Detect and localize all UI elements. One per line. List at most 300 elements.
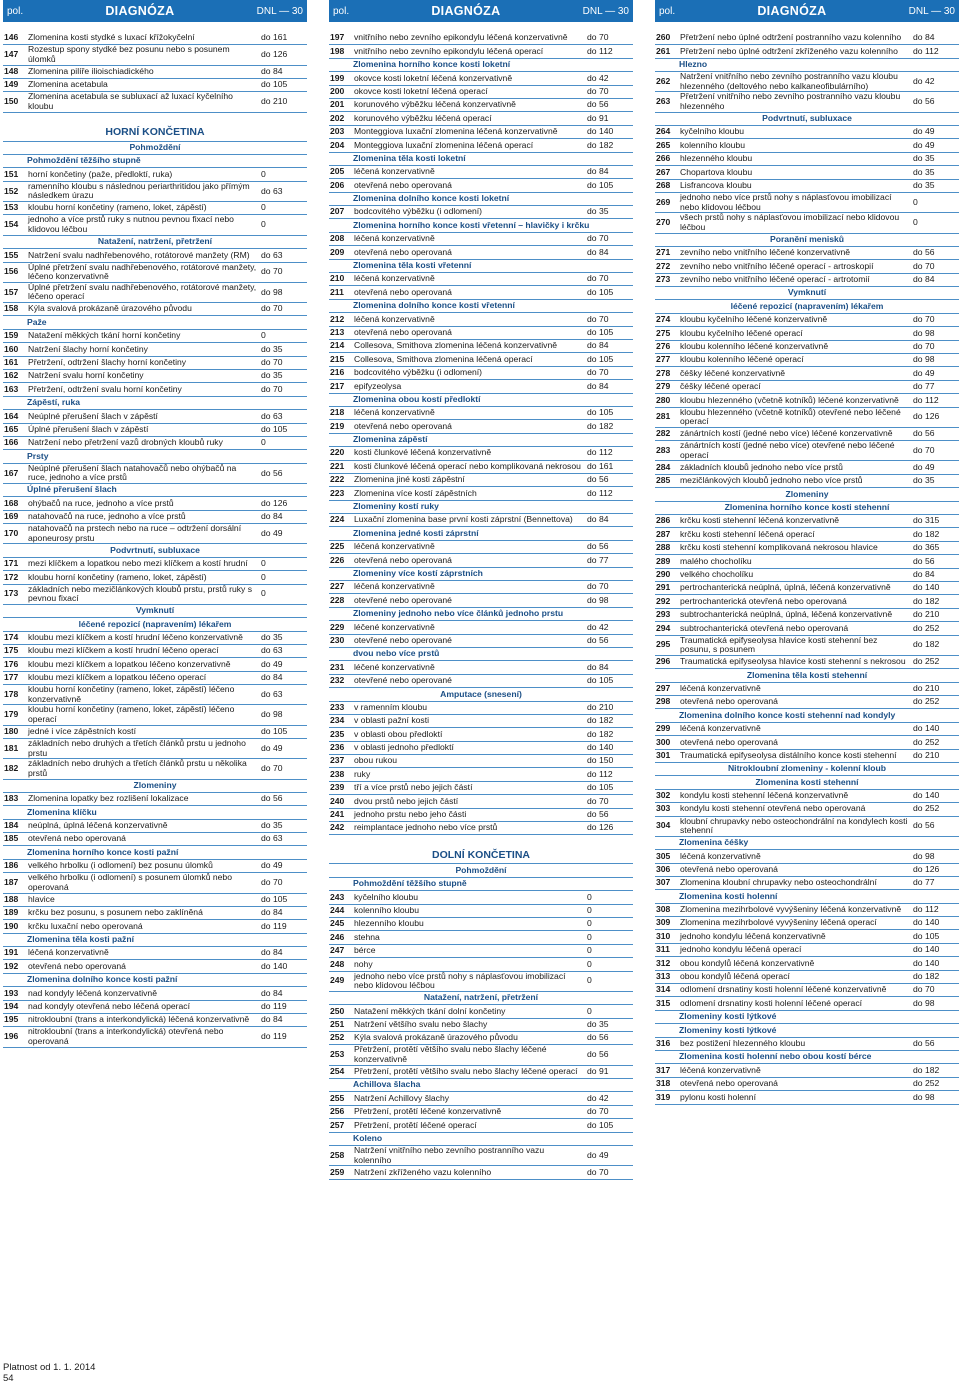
description-cell: Neúplné přerušení šlach v zápěstí (26, 410, 259, 423)
table-row (329, 406, 633, 419)
days-cell: do 105 (585, 326, 633, 339)
code-cell: 165 (3, 423, 26, 436)
code-cell: 233 (329, 701, 352, 714)
days-cell: 0 (585, 971, 633, 991)
group-heading-text: Zlomenina těla kosti loketní (329, 152, 633, 165)
group-heading (655, 836, 959, 849)
group-heading (329, 192, 633, 205)
table-row (3, 463, 307, 483)
description-cell: ohýbačů na ruce, jednoho a více prstů (26, 497, 259, 510)
days-cell: do 70 (911, 441, 959, 461)
table-row (329, 45, 633, 58)
code-cell: 264 (655, 126, 678, 139)
code-cell: 277 (655, 354, 678, 367)
days-cell: do 63 (259, 249, 307, 262)
code-cell: 290 (655, 568, 678, 581)
code-cell: 292 (655, 595, 678, 608)
diagnosis-table (655, 32, 959, 1105)
group-heading-text: Zlomenina dolního konce kosti loketní (329, 192, 633, 205)
group-heading (329, 647, 633, 660)
table-row (329, 891, 633, 904)
days-cell: do 105 (259, 79, 307, 92)
code-cell: 250 (329, 1005, 352, 1018)
table-row (329, 32, 633, 45)
table-row (655, 327, 959, 340)
description-cell: léčená konzervativně (678, 722, 911, 735)
days-cell: do 161 (585, 460, 633, 473)
table-row (329, 339, 633, 352)
code-cell: 201 (329, 98, 352, 111)
code-cell: 166 (3, 436, 26, 449)
table-row (329, 353, 633, 366)
code-cell: 218 (329, 406, 352, 419)
description-cell: léčená konzervativně (678, 850, 911, 863)
table-row (329, 246, 633, 259)
description-cell: neúplná, úplná léčená konzervativně (26, 819, 259, 832)
description-cell: odlomení drsnatiny kosti holenní léčené operací (678, 997, 911, 1010)
code-cell: 222 (329, 473, 352, 486)
description-cell: kloubu kyčelního léčené operací (678, 327, 911, 340)
code-cell: 303 (655, 803, 678, 816)
table-row (655, 340, 959, 353)
description-cell: krčku kosti stehenní léčená konzervativně (678, 515, 911, 528)
days-cell: do 84 (259, 510, 307, 523)
group-heading (655, 890, 959, 903)
code-cell: 151 (3, 168, 26, 181)
code-cell: 174 (3, 631, 26, 644)
code-cell: 227 (329, 581, 352, 594)
code-cell: 304 (655, 816, 678, 836)
table-row (3, 497, 307, 510)
days-cell: 0 (259, 202, 307, 215)
days-cell: do 84 (585, 339, 633, 352)
validity-note: Platnost od 1. 1. 2014 (3, 1362, 96, 1373)
table-row (655, 427, 959, 440)
days-cell: do 35 (259, 819, 307, 832)
subsection-heading (655, 488, 959, 501)
code-cell: 306 (655, 863, 678, 876)
description-cell: stehna (352, 931, 585, 944)
description-cell: kloubu mezi klíčkem a lopatkou léčeno operací (26, 671, 259, 684)
description-cell: jednoho nebo více prstů nohy s náplasťovou imobilizací nebo klidovou léčbou (678, 193, 911, 213)
header-dnl: DNL — 30 (256, 5, 303, 17)
days-cell: 0 (259, 168, 307, 181)
table-row (329, 581, 633, 594)
code-cell: 175 (3, 644, 26, 657)
group-heading-text: Zápěstí, ruka (3, 396, 307, 409)
group-heading-text: Pohmoždění těžšího stupně (3, 155, 307, 168)
days-cell: do 56 (911, 816, 959, 836)
description-cell: otevřená nebo operovaná (678, 1077, 911, 1090)
code-cell: 220 (329, 447, 352, 460)
table-row (329, 674, 633, 687)
table-row (655, 876, 959, 889)
table-row (3, 873, 307, 893)
days-cell: do 49 (911, 139, 959, 152)
days-cell: do 91 (585, 1065, 633, 1078)
table-row (3, 947, 307, 960)
code-cell: 245 (329, 918, 352, 931)
code-cell: 242 (329, 822, 352, 835)
days-cell: do 56 (585, 473, 633, 486)
diagnosis-table (329, 32, 633, 1180)
header-title: DIAGNÓZA (105, 4, 175, 18)
description-cell: Natržení Achillovy šlachy (352, 1092, 585, 1105)
days-cell: do 70 (911, 313, 959, 326)
description-cell: Kýla svalová prokázaně úrazového původu (352, 1031, 585, 1044)
table-row (329, 1065, 633, 1078)
code-cell: 257 (329, 1119, 352, 1132)
code-cell: 185 (3, 833, 26, 846)
code-cell: 274 (655, 313, 678, 326)
code-cell: 287 (655, 528, 678, 541)
code-cell: 316 (655, 1037, 678, 1050)
days-cell: do 63 (259, 833, 307, 846)
table-row (3, 45, 307, 65)
description-cell: vnitřního nebo zevního epikondylu léčená konzervativně (352, 32, 585, 45)
days-cell: do 49 (259, 739, 307, 759)
code-cell: 289 (655, 555, 678, 568)
table-row (655, 555, 959, 568)
code-cell: 305 (655, 850, 678, 863)
description-cell: pertrochanterická neúplná, úplná, léčená konzervativně (678, 582, 911, 595)
code-cell: 211 (329, 286, 352, 299)
code-cell: 314 (655, 984, 678, 997)
table-row (655, 32, 959, 45)
days-cell: 0 (259, 584, 307, 604)
table-row (655, 984, 959, 997)
days-cell: do 70 (259, 262, 307, 282)
subsection-heading (3, 618, 307, 631)
description-cell: Zlomenina jiné kosti zápěstní (352, 473, 585, 486)
days-cell: do 182 (911, 528, 959, 541)
code-cell: 286 (655, 515, 678, 528)
description-cell: léčená konzervativně (352, 273, 585, 286)
table-row (655, 541, 959, 554)
code-cell: 209 (329, 246, 352, 259)
group-heading (329, 259, 633, 272)
code-cell: 224 (329, 514, 352, 527)
code-cell: 276 (655, 340, 678, 353)
table-row (655, 126, 959, 139)
heading-text: Zlomeniny (3, 779, 307, 792)
group-heading (655, 58, 959, 71)
description-cell: Přetržení, odtržení svalu horní končetiny (26, 383, 259, 396)
code-cell: 315 (655, 997, 678, 1010)
days-cell: 0 (911, 213, 959, 233)
code-cell: 237 (329, 755, 352, 768)
section-heading (3, 112, 307, 141)
description-cell: Monteggiova luxační zlomenina léčená konzervativně (352, 125, 585, 138)
days-cell: do 105 (259, 893, 307, 906)
code-cell: 169 (3, 510, 26, 523)
table-row (329, 714, 633, 727)
description-cell: Přetržení nebo úplné odtržení postranního vazu kolenního (678, 32, 911, 45)
days-cell: do 98 (911, 1091, 959, 1104)
table-row (329, 661, 633, 674)
code-cell: 266 (655, 152, 678, 165)
table-row (655, 863, 959, 876)
description-cell: hlezenného kloubu (678, 152, 911, 165)
description-cell: vnitřního nebo zevního epikondylu léčená operací (352, 45, 585, 58)
code-cell: 152 (3, 181, 26, 201)
group-heading (329, 433, 633, 446)
subsection-heading (655, 501, 959, 514)
description-cell: ruky (352, 768, 585, 781)
table-row (655, 622, 959, 635)
table-row (3, 658, 307, 671)
page-number: 54 (3, 1373, 14, 1385)
days-cell: do 140 (911, 789, 959, 802)
heading-text: Vymknutí (655, 287, 959, 300)
days-cell: do 70 (585, 32, 633, 45)
code-cell: 216 (329, 366, 352, 379)
table-row (3, 893, 307, 906)
description-cell: kloubní chrupavky nebo osteochondrální na kondylech kosti stehenní (678, 816, 911, 836)
group-heading (329, 500, 633, 513)
description-cell: Natržení svalu horní končetiny (26, 369, 259, 382)
group-heading (329, 527, 633, 540)
days-cell: do 35 (911, 474, 959, 487)
description-cell: zevního nebo vnitřního léčené operací - artroskopií (678, 260, 911, 273)
table-row (3, 705, 307, 725)
code-cell: 249 (329, 971, 352, 991)
days-cell: do 105 (585, 674, 633, 687)
table-row (329, 1018, 633, 1031)
group-heading-text: Zlomenina horního konce kosti pažní (3, 846, 307, 859)
heading-text: Zlomenina horního konce kosti stehenní (655, 501, 959, 514)
days-cell: do 91 (585, 112, 633, 125)
column-middle (329, 0, 633, 1180)
days-cell: do 49 (259, 859, 307, 872)
description-cell: Zlomenina acetabula (26, 79, 259, 92)
subsection-heading (329, 688, 633, 701)
table-row (655, 1037, 959, 1050)
table-row (329, 139, 633, 152)
subsection-heading (3, 544, 307, 557)
page-header (655, 0, 959, 22)
page-header (329, 0, 633, 22)
days-cell: do 63 (259, 644, 307, 657)
days-cell: do 42 (585, 72, 633, 85)
subsection-heading (3, 604, 307, 617)
days-cell: do 70 (911, 340, 959, 353)
heading-text: Pohmoždění (3, 141, 307, 154)
heading-text: Zlomenina kosti stehenní (655, 776, 959, 789)
description-cell: Přetržení, protětí většího svalu nebo šlachy léčené operací (352, 1065, 585, 1078)
description-cell: bodcovitého výběžku (i odlomení) (352, 366, 585, 379)
days-cell: do 35 (911, 166, 959, 179)
description-cell: bérce (352, 944, 585, 957)
group-heading (329, 393, 633, 406)
description-cell: otevřená nebo operovaná (352, 326, 585, 339)
days-cell: do 126 (911, 863, 959, 876)
days-cell: do 105 (259, 725, 307, 738)
description-cell: Monteggiova luxační zlomenina léčená operací (352, 139, 585, 152)
days-cell: do 140 (585, 125, 633, 138)
code-cell: 149 (3, 79, 26, 92)
code-cell: 217 (329, 380, 352, 393)
table-row (655, 45, 959, 58)
days-cell: do 182 (585, 728, 633, 741)
description-cell: odlomení drsnatiny kosti holenní léčené konzervativně (678, 984, 911, 997)
description-cell: Zlomenina lopatky bez rozlišení lokalizace (26, 792, 259, 805)
description-cell: otevřená nebo operovaná (352, 246, 585, 259)
description-cell: základních kloubů jednoho nebo více prstů (678, 461, 911, 474)
description-cell: subtrochanterická neúplná, úplná, léčená konzervativně (678, 608, 911, 621)
days-cell: do 49 (259, 658, 307, 671)
description-cell: otevřená nebo operovaná (678, 863, 911, 876)
days-cell: do 210 (259, 92, 307, 112)
code-cell: 246 (329, 931, 352, 944)
table-row (329, 85, 633, 98)
table-row (3, 249, 307, 262)
days-cell: do 70 (259, 873, 307, 893)
code-cell: 278 (655, 367, 678, 380)
table-row (3, 168, 307, 181)
header-dnl: DNL — 30 (908, 5, 955, 17)
code-cell: 178 (3, 685, 26, 705)
table-row (329, 366, 633, 379)
code-cell: 311 (655, 943, 678, 956)
days-cell: do 119 (259, 1027, 307, 1047)
days-cell: do 112 (911, 903, 959, 916)
description-cell: všech prstů nohy s náplasťovou imobilizací nebo klidovou léčbou (678, 213, 911, 233)
days-cell: 0 (259, 329, 307, 342)
code-cell: 191 (3, 947, 26, 960)
code-cell: 261 (655, 45, 678, 58)
description-cell: kyčelního kloubu (678, 126, 911, 139)
description-cell: otevřená nebo operovaná (26, 960, 259, 973)
group-heading-text: Pohmoždění těžšího stupně (329, 877, 633, 890)
heading-text: Natažení, natržení, přetržení (329, 991, 633, 1004)
description-cell: Natržení svalu nadhřebenového, rotátorové manžety (RM) (26, 249, 259, 262)
table-row (329, 904, 633, 917)
description-cell: Rozestup spony stydké bez posunu nebo s posunem úlomků (26, 45, 259, 65)
table-row (655, 1064, 959, 1077)
table-row (3, 920, 307, 933)
code-cell: 268 (655, 179, 678, 192)
description-cell: kloubu hlezenného (včetně kotníků) léčené konzervativně (678, 394, 911, 407)
description-cell: jednoho nebo více prstů nohy s náplasťovou imobilizací nebo klidovou léčbou (352, 971, 585, 991)
days-cell: do 35 (259, 631, 307, 644)
group-heading-text: Zlomenina kosti holenní nebo obou kostí bérce (655, 1051, 959, 1064)
table-row (655, 816, 959, 836)
description-cell: Natržení šlachy horní končetiny (26, 343, 259, 356)
days-cell: do 70 (585, 366, 633, 379)
table-row (655, 917, 959, 930)
description-cell: Zlomenina pilíře ilioischiadického (26, 65, 259, 78)
table-row (655, 997, 959, 1010)
description-cell: jednoho kondylu léčená operací (678, 943, 911, 956)
days-cell: do 35 (911, 152, 959, 165)
description-cell: pylonu kosti holenní (678, 1091, 911, 1104)
days-cell: do 56 (911, 246, 959, 259)
table-row (655, 957, 959, 970)
group-heading-text: Zlomenina dolního konce kosti vřetenní (329, 299, 633, 312)
days-cell: do 84 (259, 987, 307, 1000)
table-row (3, 644, 307, 657)
header-pol: pol. (7, 5, 24, 17)
group-heading (655, 1024, 959, 1037)
code-cell: 272 (655, 260, 678, 273)
code-cell: 255 (329, 1092, 352, 1105)
days-cell: 0 (259, 436, 307, 449)
code-cell: 155 (3, 249, 26, 262)
heading-text: léčené repozicí (napravením) lékařem (655, 300, 959, 313)
description-cell: jedné i více zápěstních kostí (26, 725, 259, 738)
group-heading-text: Zlomeniny kostí ruky (329, 500, 633, 513)
subsection-heading (655, 300, 959, 313)
group-heading (3, 396, 307, 409)
code-cell: 186 (3, 859, 26, 872)
days-cell: do 98 (259, 282, 307, 302)
description-cell: reimplantace jednoho nebo více prstů (352, 822, 585, 835)
code-cell: 213 (329, 326, 352, 339)
description-cell: hlezenního kloubu (352, 918, 585, 931)
table-row (3, 571, 307, 584)
table-row (329, 621, 633, 634)
code-cell: 260 (655, 32, 678, 45)
subsection-heading (655, 762, 959, 775)
days-cell: 0 (585, 891, 633, 904)
group-heading-text: Zlomenina horního konce kosti vřetenní – hlavičky i krčku (329, 219, 633, 232)
code-cell: 188 (3, 893, 26, 906)
heading-text: Amputace (snesení) (329, 688, 633, 701)
days-cell: do 182 (585, 714, 633, 727)
code-cell: 195 (3, 1014, 26, 1027)
table-row (329, 808, 633, 821)
code-cell: 293 (655, 608, 678, 621)
description-cell: Přetržení, protětí většího svalu nebo šlachy léčené konzervativně (352, 1045, 585, 1065)
code-cell: 177 (3, 671, 26, 684)
table-row (329, 701, 633, 714)
days-cell: do 84 (259, 947, 307, 960)
code-cell: 280 (655, 394, 678, 407)
description-cell: Natržení vnitřního nebo zevního postranního vazu kloubu hlezenného (deltového nebo kalkaneofibulárního) (678, 72, 911, 92)
description-cell: malého chocholíku (678, 555, 911, 568)
description-cell: korunového výběžku léčená konzervativně (352, 98, 585, 111)
table-row (3, 584, 307, 604)
days-cell: do 112 (911, 394, 959, 407)
table-row (655, 139, 959, 152)
description-cell: kloubu mezi klíčkem a lopatkou léčeno konzervativně (26, 658, 259, 671)
heading-text: Zlomenina těla kosti stehenní (655, 669, 959, 682)
days-cell: do 84 (911, 568, 959, 581)
days-cell: do 56 (585, 808, 633, 821)
description-cell: natahovačů na prstech nebo na ruce – odtržení dorsální aponeurosy prstu (26, 524, 259, 544)
table-row (3, 343, 307, 356)
code-cell: 313 (655, 970, 678, 983)
description-cell: Zlomenina acetabula se subluxací až luxací kyčelního kloubu (26, 92, 259, 112)
group-heading (3, 846, 307, 859)
group-heading-text: Zlomeniny více kostí záprstních (329, 567, 633, 580)
table-row (655, 354, 959, 367)
days-cell: 0 (585, 931, 633, 944)
days-cell: do 77 (911, 876, 959, 889)
table-row (329, 125, 633, 138)
code-cell: 265 (655, 139, 678, 152)
description-cell: zevního nebo vnitřního léčené konzervativně (678, 246, 911, 259)
header-title: DIAGNÓZA (757, 4, 827, 18)
group-heading-text: dvou nebo více prstů (329, 647, 633, 660)
group-heading (329, 567, 633, 580)
code-cell: 256 (329, 1105, 352, 1118)
code-cell: 161 (3, 356, 26, 369)
days-cell: do 70 (911, 260, 959, 273)
days-cell: do 84 (585, 246, 633, 259)
days-cell: do 182 (911, 595, 959, 608)
